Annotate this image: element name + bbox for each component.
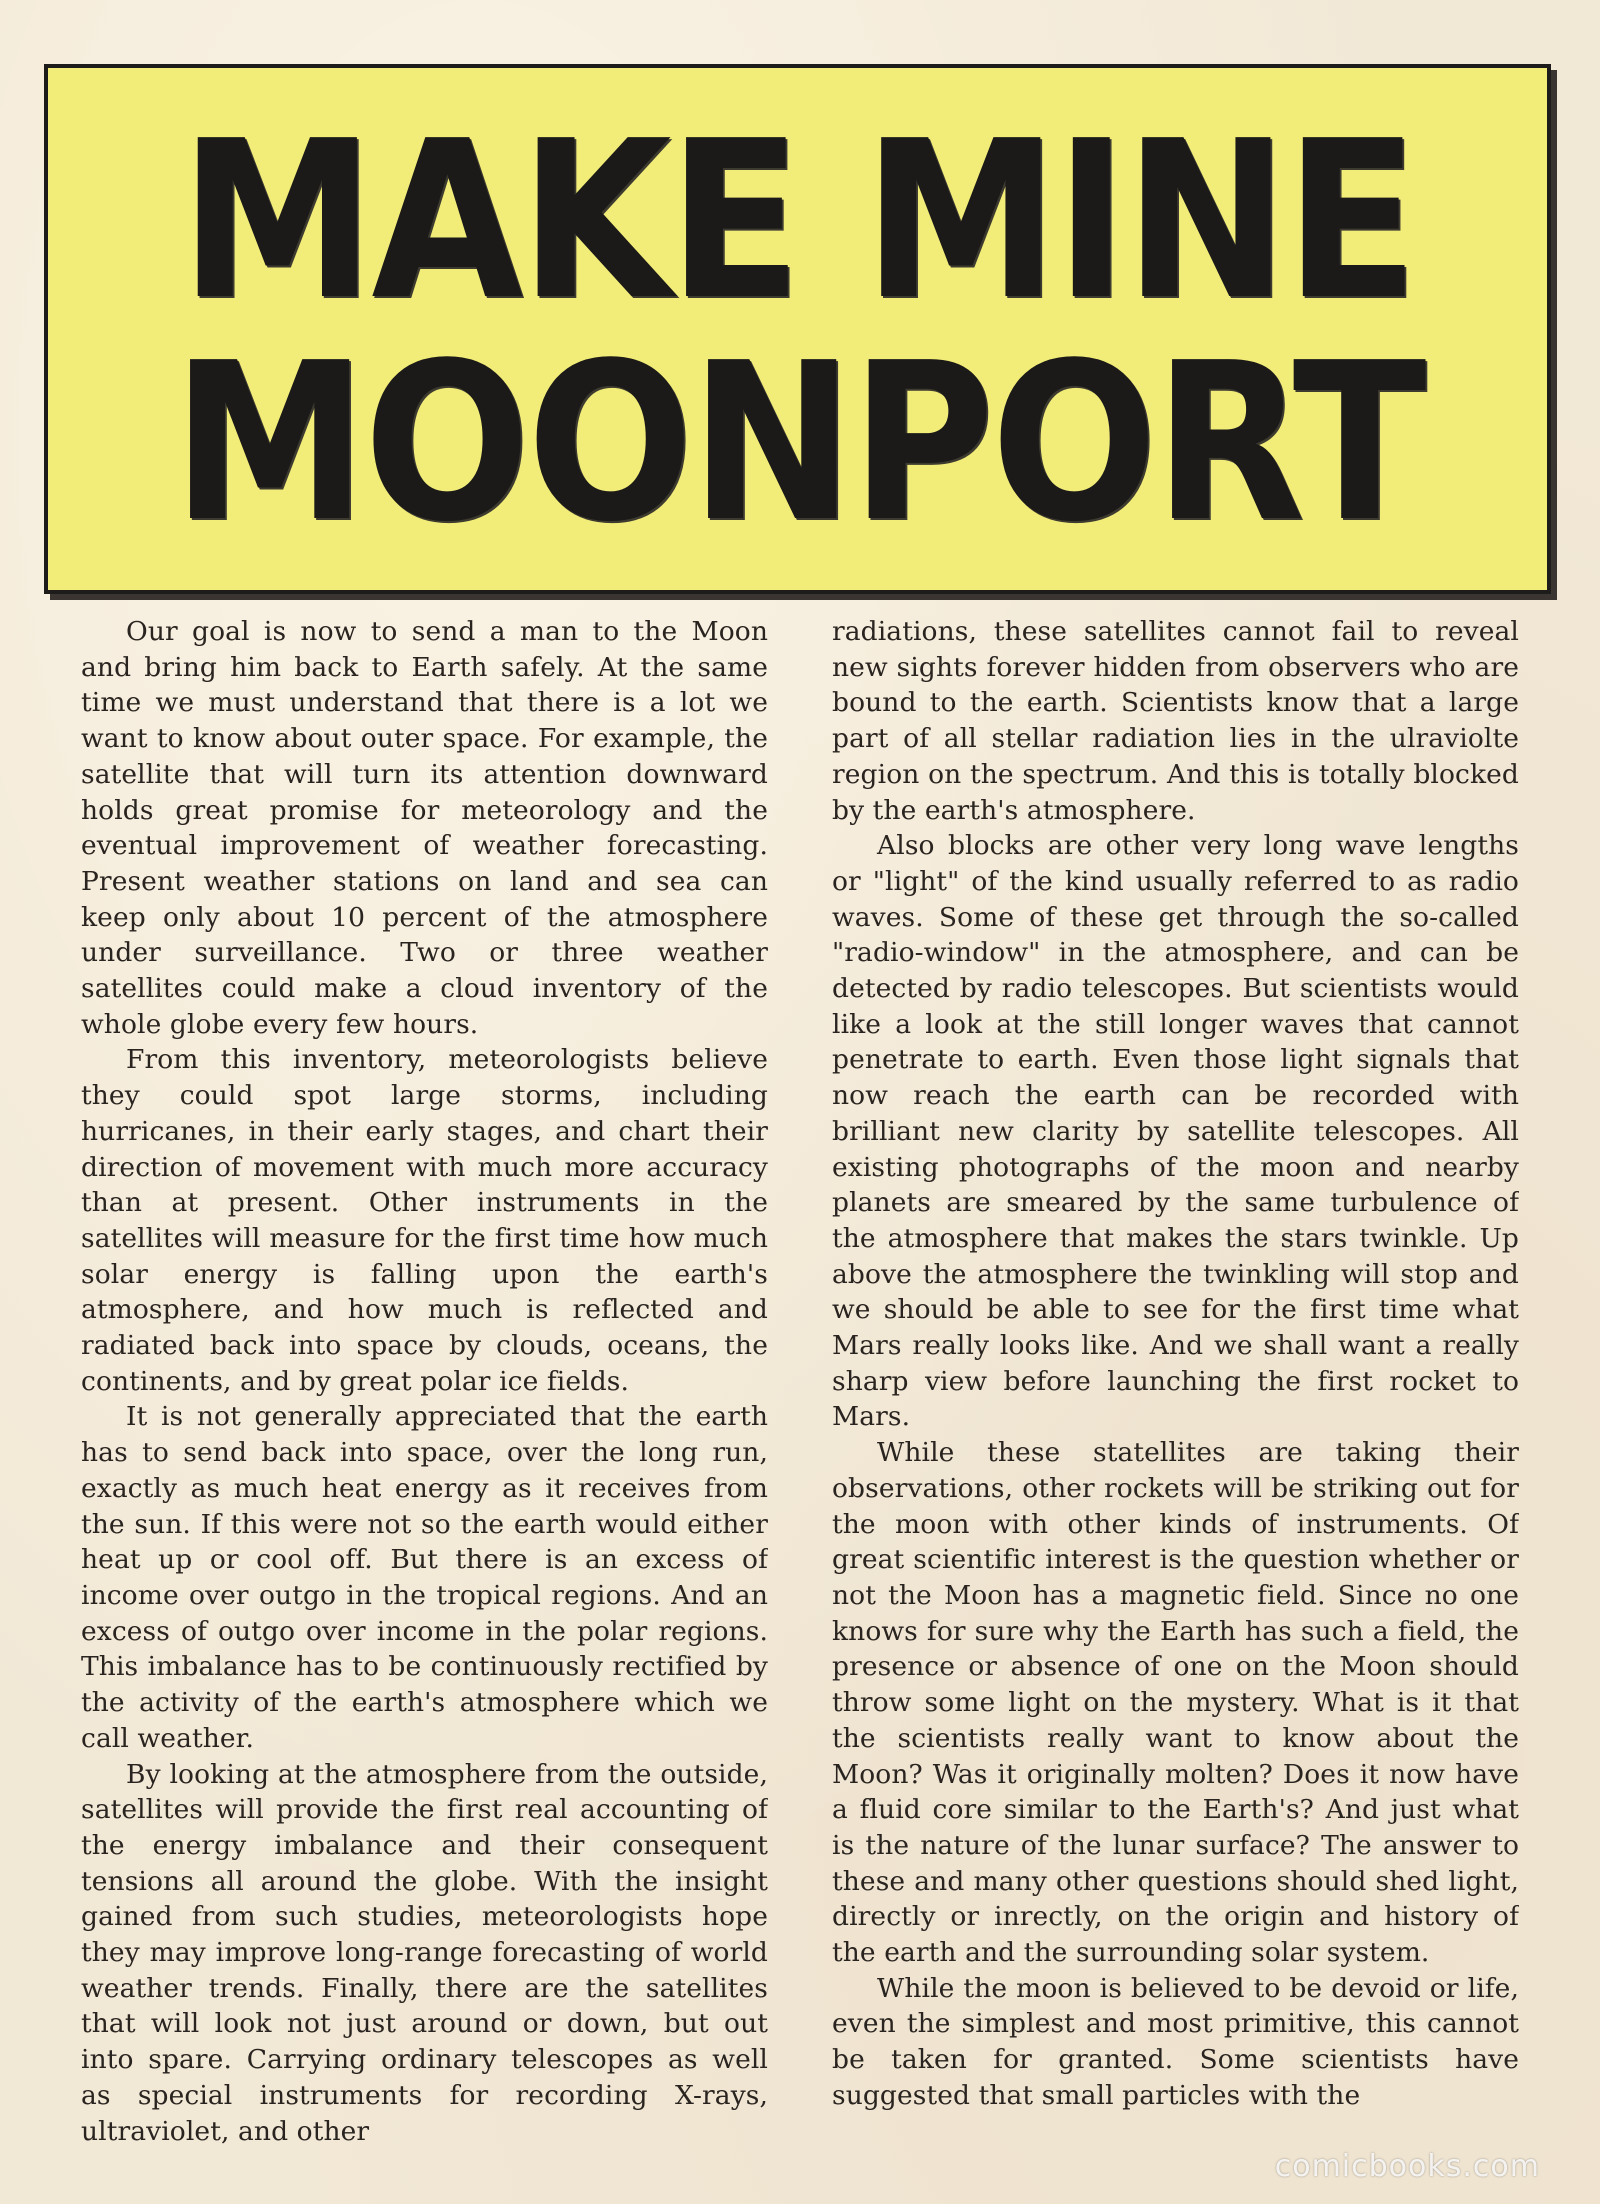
right-paragraph-4: While the moon is believed to be devoid or life, even the simplest and most primitive, this cannot be taken for granted. Some scientists have suggested that small particles with the: [832, 1972, 1519, 2111]
watermark: comicbooks.com: [1274, 2149, 1540, 2184]
left-text-column: [81, 614, 768, 2174]
right-paragraph-2: Also blocks are other very long wave lengths or "light" of the kind usually referred to as radio waves. Some of these get through the so-called "radio-window" in the atmosphere, and can be detected by radio telescopes. But scientists would like a look at the still longer waves that cannot penetrate to earth. Even those light signals that now reach the earth can be recorded with brilliant new clarity by satellite telescopes. All existing photographs of the moon and nearby planets are smeared by the same turbulence of the atmosphere that makes the stars twinkle. Up above the atmosphere the twinkling will stop and we should be able to see for the first time what Mars really looks like. And we shall want a really sharp view before launching the first rocket to Mars.: [832, 830, 1519, 1433]
title-banner: [44, 64, 1551, 594]
title-line-2: MOONPORT: [172, 317, 1423, 570]
left-paragraph-4: By looking at the atmosphere from the outside, satellites will provide the first real accounting of the energy imbalance and their consequent tensions all around the globe. With the insight gained from such studies, meteorologists hope they may improve long-range forecasting of world weather trends. Finally, there are the satellites that will look not just around or down, but out into spare. Carrying ordinary telescopes as well as special instruments for recording X-rays, ultraviolet, and other: [81, 1758, 768, 2147]
left-paragraph-1: Our goal is now to send a man to the Moon and bring him back to Earth safely. At the same time we must understand that there is a lot we want to know about outer space. For example, the satellite that will turn its attention downward holds great promise for meteorology and the eventual improvement of weather forecasting. Present weather stations on land and sea can keep only about 10 percent of the atmosphere under surveillance. Two or three weather satellites could make a cloud inventory of the whole globe every few hours.: [81, 616, 768, 1040]
left-paragraph-3: It is not generally appreciated that the earth has to send back into space, over the long run, exactly as much heat energy as it receives from the sun. If this were not so the earth would either heat up or cool off. But there is an excess of income over outgo in the tropical regions. And an excess of outgo over income in the polar regions. This imbalance has to be continuously rectified by the activity of the earth's atmosphere which we call weather.: [81, 1401, 768, 1754]
title-line-1: MAKE MINE: [179, 95, 1416, 348]
left-paragraph-2: From this inventory, meteorologists believe they could spot large storms, including hurricanes, in their early stages, and chart their direction of movement with much more accuracy than at present. Other instruments in the satellites will measure for the first time how much solar energy is falling upon the earth's atmosphere, and how much is reflected and radiated back into space by clouds, oceans, the continents, and by great polar ice fields.: [81, 1044, 768, 1397]
right-text-column: [832, 614, 1519, 2174]
right-paragraph-1: radiations, these satellites cannot fail to reveal new sights forever hidden from observers who are bound to the earth. Scientists know that a large part of all stellar radiation lies in the ulraviolte region on the spectrum. And this is totally blocked by the earth's atmosphere.: [832, 616, 1519, 826]
right-paragraph-3: While these statellites are taking their observations, other rockets will be striking out for the moon with other kinds of instruments. Of great scientific interest is the question whether or not the Moon has a magnetic field. Since no one knows for sure why the Earth has such a field, the presence or absence of one on the Moon should throw some light on the mystery. What is it that the scientists really want to know about the Moon? Was it originally molten? Does it now have a fluid core similar to the Earth's? And just what is the nature of the lunar surface? The answer to these and many other questions should shed light, directly or inrectly, on the origin and history of the earth and the surrounding solar system.: [832, 1437, 1519, 1969]
